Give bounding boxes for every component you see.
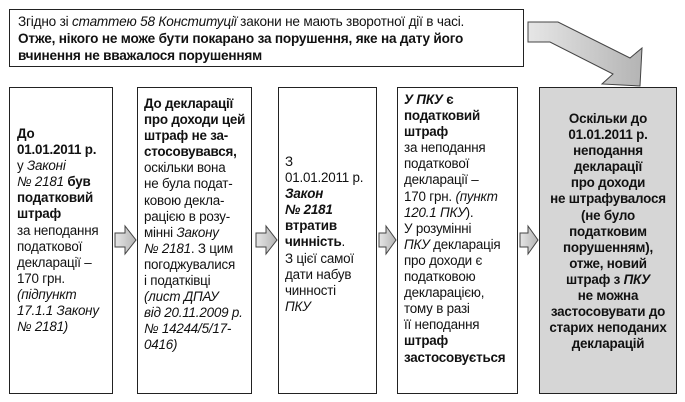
- note-line-3: вчинення не вважалося порушенням: [18, 48, 262, 63]
- constitution-note-box: [9, 9, 524, 67]
- step-2-box: До декларації про доходи цей штраф не за- стосовувався, оскільки вона не була подат- ковою декла- рацією в розу- мінні Закону № 2181. З цим погоджувалися і податківці (лист ДПАУ від 20.11.2009 р. № 14244/5/17- 0416): [137, 87, 252, 394]
- arrow-right-4: [520, 226, 538, 254]
- step-3-box: З 01.01.2011 р. Закон № 2181 втратив чинність. З цієї самої дати набув чинності ПКУ: [278, 87, 377, 394]
- arrow-down-right: [528, 22, 642, 86]
- note-line-2: Отже, нікого не може бути покарано за порушення, яке на дату його: [18, 31, 464, 46]
- step-4-box: У ПКУ є податковий штраф за неподання податкової декларації – 170 грн. (пункт 120.1 ПКУ). У розумінні ПКУ декларація про доходи є податковою декларацією, тому в разі її неподання штраф застосовується: [397, 87, 518, 394]
- step-1-box: До 01.01.2011 р. у Законі № 2181 був податковий штраф за неподання податкової декларації – 170 грн. (підпункт 17.1.1 Закону № 2181): [9, 87, 113, 394]
- conclusion-box: Оскільки до 01.01.2011 р. неподання декларації про доходи не штрафувалося (не було податковим порушенням), отже, новий штраф з ПКУ не можна застосовувати до старих неподаних декларацій: [539, 87, 677, 394]
- arrow-right-1: [115, 226, 136, 254]
- note-line-1: Згідно зі статтею 58 Конституції закони не мають зворотної дії в часі.: [18, 14, 465, 29]
- arrow-right-3: [379, 226, 396, 254]
- article-58-ref: статтею 58 Конституції: [72, 14, 237, 29]
- arrow-right-2: [256, 226, 277, 254]
